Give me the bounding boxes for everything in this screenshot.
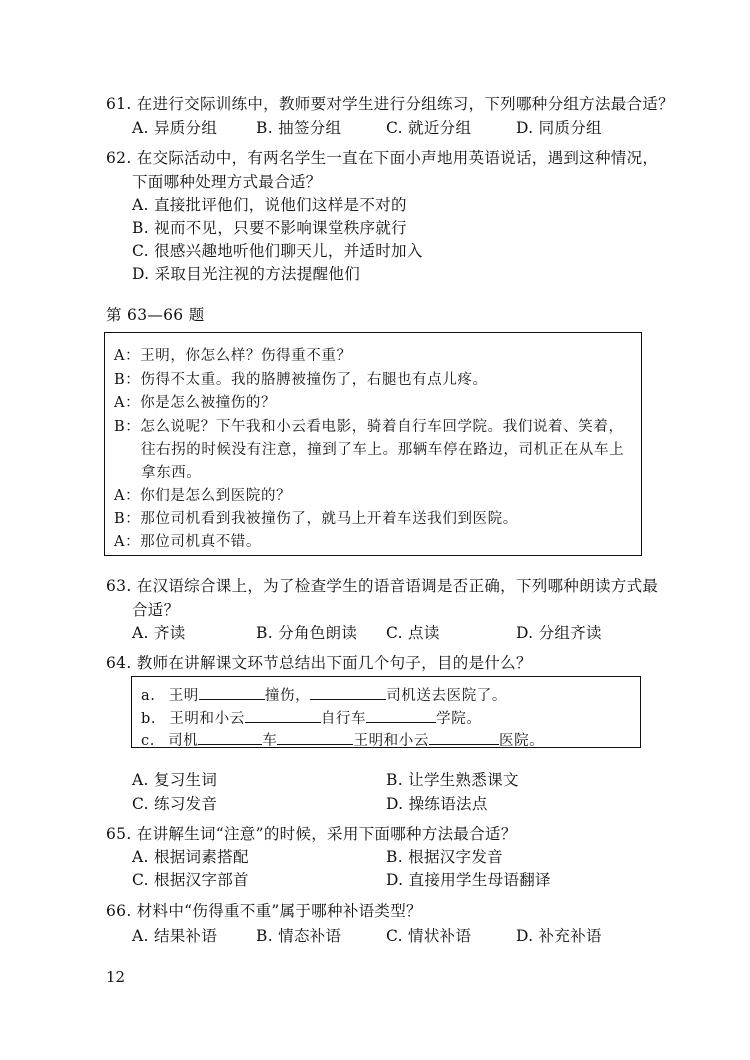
question-63-stem-line1: 63. 在汉语综合课上，为了检查学生的语音语调是否正确，下列哪种朗读方式最 bbox=[106, 577, 659, 595]
q61-option-a: A. 异质分组 bbox=[132, 119, 218, 137]
dialogue-line-5: 往右拐的时候没有注意，撞到了车上。那辆车停在路边，司机正在从车上 bbox=[141, 442, 625, 458]
sentence-c-part3: 王明和小云 bbox=[353, 733, 429, 749]
question-66-stem: 66. 材料中“伤得重不重”属于哪种补语类型？ bbox=[106, 902, 422, 920]
sentence-a-label: a. bbox=[141, 688, 156, 704]
sentence-c bbox=[141, 729, 544, 750]
sentence-b-label: b. bbox=[141, 711, 157, 727]
dialogue-line-2: B：伤得不太重。我的胳膊被撞伤了，右腿也有点儿疼。 bbox=[114, 372, 488, 388]
q66-option-a: A. 结果补语 bbox=[132, 927, 218, 945]
blank bbox=[310, 685, 386, 700]
q64-option-b: B. 让学生熟悉课文 bbox=[386, 771, 519, 789]
page-number: 12 bbox=[106, 968, 126, 986]
sentence-c-part2: 车 bbox=[262, 733, 278, 749]
q61-option-c: C. 就近分组 bbox=[386, 119, 472, 137]
question-65-stem: 65. 在讲解生词“注意”的时候，采用下面哪种方法最合适？ bbox=[106, 825, 517, 843]
dialogue-line-9: A：那位司机真不错。 bbox=[114, 534, 261, 550]
dialogue-line-4: B：怎么说呢？下午我和小云看电影，骑着自行车回学院。我们说着、笑着， bbox=[114, 419, 624, 435]
question-61-stem: 61. 在进行交际训练中，教师要对学生进行分组练习，下列哪种分组方法最合适？ bbox=[106, 95, 674, 113]
blank bbox=[429, 730, 499, 745]
question-64-stem: 64. 教师在讲解课文环节总结出下面几个句子，目的是什么？ bbox=[106, 654, 532, 672]
question-63-stem-line2: 合适？ bbox=[132, 601, 180, 619]
q65-option-d: D. 直接用学生母语翻译 bbox=[386, 871, 551, 889]
sentence-b-part3: 学院。 bbox=[436, 711, 482, 727]
question-62-stem-line2: 下面哪种处理方式最合适？ bbox=[132, 173, 322, 191]
q63-option-d: D. 分组齐读 bbox=[516, 624, 602, 642]
dialogue-line-6: 拿东西。 bbox=[141, 465, 202, 481]
q62-option-d: D. 采取目光注视的方法提醒他们 bbox=[132, 265, 361, 283]
dialogue-line-1: A：王明，你怎么样？伤得重不重？ bbox=[114, 348, 352, 364]
q62-option-a: A. 直接批评他们，说他们这样是不对的 bbox=[132, 196, 407, 214]
q62-option-b: B. 视而不见，只要不影响课堂秩序就行 bbox=[132, 219, 407, 237]
sentence-a-part2: 撞伤， bbox=[264, 688, 311, 704]
blank bbox=[277, 730, 353, 745]
blank bbox=[366, 708, 436, 723]
q65-option-a: A. 根据词素搭配 bbox=[132, 848, 249, 866]
question-62-stem-line1: 62. 在交际活动中，有两名学生一直在下面小声地用英语说话，遇到这种情况， bbox=[106, 149, 659, 167]
q64-option-a: A. 复习生词 bbox=[132, 771, 218, 789]
q63-option-c: C. 点读 bbox=[386, 624, 440, 642]
q65-option-c: C. 根据汉字部首 bbox=[132, 871, 249, 889]
sentence-b bbox=[141, 707, 481, 728]
q62-option-c: C. 很感兴趣地听他们聊天儿，并适时加入 bbox=[132, 242, 423, 260]
dialogue-line-3: A：你是怎么被撞伤的？ bbox=[114, 395, 277, 411]
sentence-a-part1: 王明 bbox=[168, 688, 199, 704]
blank bbox=[245, 708, 321, 723]
sentence-c-label: c. bbox=[141, 733, 155, 749]
dialogue-line-8: B：那位司机看到我被撞伤了，就马上开着车送我们到医院。 bbox=[114, 511, 518, 527]
q64-option-c: C. 练习发音 bbox=[132, 795, 218, 813]
q61-option-b: B. 抽签分组 bbox=[256, 119, 342, 137]
q61-option-d: D. 同质分组 bbox=[516, 119, 602, 137]
dialogue-line-7: A：你们是怎么到医院的？ bbox=[114, 488, 292, 504]
sentence-b-part1: 王明和小云 bbox=[169, 711, 245, 727]
q66-option-d: D. 补充补语 bbox=[516, 927, 602, 945]
q65-option-b: B. 根据汉字发音 bbox=[386, 848, 503, 866]
section-title: 第 63—66 题 bbox=[106, 306, 205, 324]
sentence-c-part4: 医院。 bbox=[498, 733, 545, 749]
q64-option-d: D. 操练语法点 bbox=[386, 795, 488, 813]
q66-option-b: B. 情态补语 bbox=[256, 927, 342, 945]
q63-option-a: A. 齐读 bbox=[132, 624, 186, 642]
sentence-a bbox=[141, 684, 507, 705]
q66-option-c: C. 情状补语 bbox=[386, 927, 472, 945]
sentence-b-part2: 自行车 bbox=[320, 711, 367, 727]
blank bbox=[199, 685, 265, 700]
sentence-a-part3: 司机送去医院了。 bbox=[386, 688, 508, 704]
blank bbox=[198, 730, 262, 745]
sentence-c-part1: 司机 bbox=[168, 733, 199, 749]
q63-option-b: B. 分角色朗读 bbox=[256, 624, 358, 642]
